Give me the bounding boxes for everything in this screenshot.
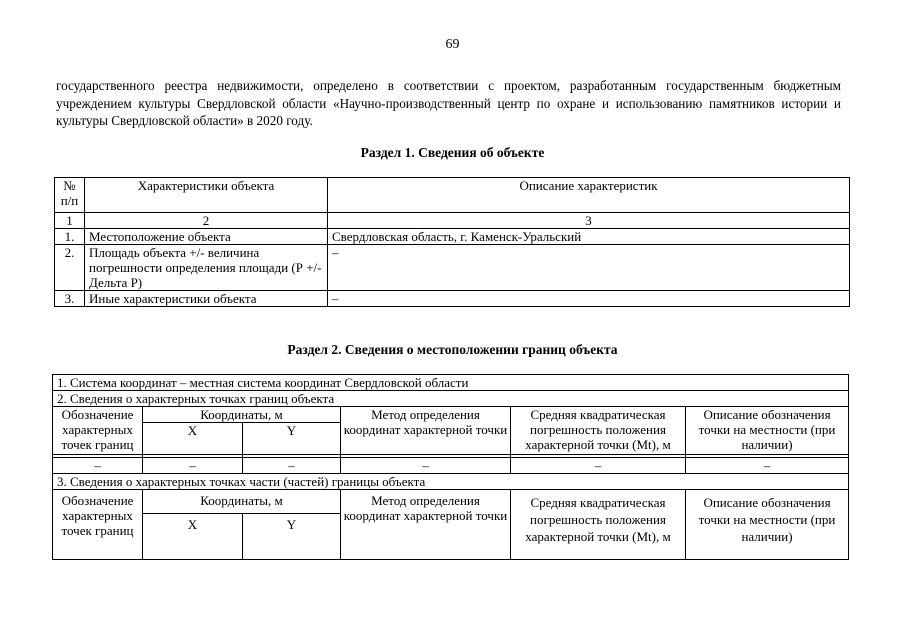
part3-header-row — [53, 490, 849, 514]
part3-title: 3. Сведения о характерных точках части (частей) границы объекта — [53, 474, 849, 490]
header-method: Метод определения координат характерной точки — [341, 407, 511, 455]
index-cell: 1 — [55, 213, 85, 229]
part3-title-row — [53, 474, 849, 490]
row-number: 3. — [55, 291, 85, 307]
boundary-table — [52, 374, 849, 560]
header-x: X — [143, 423, 243, 455]
header-error: Средняя квадратическая погрешность положения характерной точки (Mt), м — [511, 407, 686, 455]
part2-header-row — [53, 407, 849, 423]
table-row — [55, 245, 850, 291]
coord-system-row — [53, 375, 849, 391]
dash-cell: – — [341, 458, 511, 474]
index-cell: 2 — [85, 213, 328, 229]
header-description: Описание обозначения точки на местности (при наличии) — [686, 490, 849, 560]
header-y: Y — [243, 423, 341, 455]
header-num: № п/п — [55, 178, 85, 213]
part2-title-row — [53, 391, 849, 407]
coord-system: 1. Система координат – местная система координат Свердловской области — [53, 375, 849, 391]
header-point: Обозначение характерных точек границ — [53, 407, 143, 455]
row-name: Местоположение объекта — [85, 229, 328, 245]
row-value: – — [328, 245, 850, 291]
table-header-row — [55, 178, 850, 213]
header-description: Описание обозначения точки на местности (при наличии) — [686, 407, 849, 455]
index-cell: 3 — [328, 213, 850, 229]
dash-row — [53, 458, 849, 474]
header-x: X — [143, 514, 243, 560]
section2-title: Раздел 2. Сведения о местоположении границ объекта — [287, 342, 618, 357]
header-description: Описание характеристик — [328, 178, 850, 213]
row-number: 2. — [55, 245, 85, 291]
row-number: 1. — [55, 229, 85, 245]
dash-cell: – — [686, 458, 849, 474]
header-point: Обозначение характерных точек границ — [53, 490, 143, 560]
row-name: Иные характеристики объекта — [85, 291, 328, 307]
dash-cell: – — [243, 458, 341, 474]
header-coords: Координаты, м — [143, 407, 341, 423]
section1-title: Раздел 1. Сведения об объекте — [360, 145, 545, 160]
table-row — [55, 291, 850, 307]
row-value: Свердловская область, г. Каменск-Уральский — [328, 229, 850, 245]
header-method: Метод определения координат характерной точки — [341, 490, 511, 560]
header-characteristics: Характеристики объекта — [85, 178, 328, 213]
dash-cell: – — [53, 458, 143, 474]
dash-cell: – — [143, 458, 243, 474]
dash-cell: – — [511, 458, 686, 474]
row-name: Площадь объекта +/- величина погрешности определения площади (Р +/- Дельта Р) — [85, 245, 328, 291]
row-value: – — [328, 291, 850, 307]
header-error: Средняя квадратическая погрешность положения характерной точки (Mt), м — [511, 490, 686, 560]
part2-title: 2. Сведения о характерных точках границ объекта — [53, 391, 849, 407]
object-info-table — [54, 177, 850, 307]
header-y: Y — [243, 514, 341, 560]
index-row — [55, 213, 850, 229]
page-number: 69 — [445, 37, 460, 52]
header-coords: Координаты, м — [143, 490, 341, 514]
intro-paragraph: государственного реестра недвижимости, определено в соответствии с проектом, разработанным государственным бюджетным учреждением культуры Свердловской области «Научно-производственный центр по охране и использованию памятников истории и культуры Свердловской области» в 2020 году. — [56, 78, 841, 128]
table-row — [55, 229, 850, 245]
